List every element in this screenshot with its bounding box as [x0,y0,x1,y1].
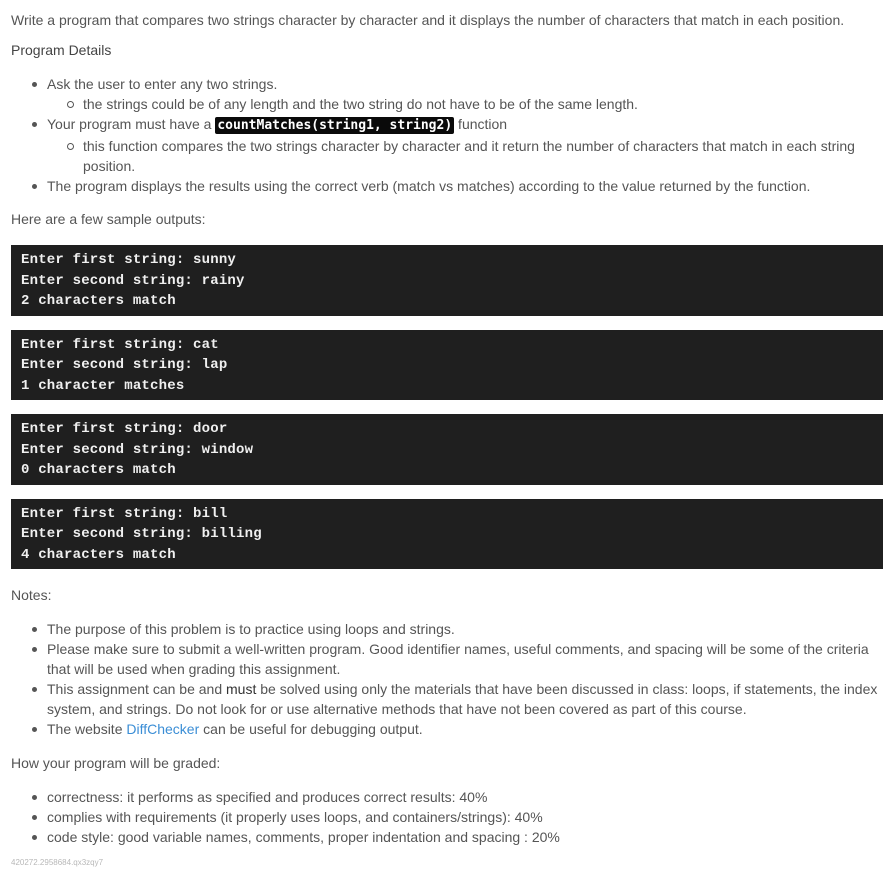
code-line: Enter first string: door [21,421,228,437]
code-line: 1 character matches [21,377,185,394]
note-item-1: The purpose of this problem is to practice using loops and strings. [11,619,883,639]
code-line: Enter second string: lap [21,357,228,373]
code-line: 0 characters match [21,462,176,478]
program-details-list [11,74,883,196]
details-item-3: The program displays the results using the correct verb (match vs matches) according to the value returned by the function. [11,176,883,196]
details-item-1-sub: the strings could be of any length and the two string do not have to be of the same length. [47,94,883,114]
footer-id: 420272.2958684.qx3zqy7 [11,858,104,867]
grading-item-3: code style: good variable names, comments, proper indentation and spacing : 20% [11,827,883,847]
sample-output-block-4 [11,499,883,570]
code-line: Enter second string: window [21,441,254,458]
list-item [11,719,883,739]
details-item-1: Ask the user to enter any two strings. [47,76,278,92]
details-item-2-sub: this function compares the two strings character by character and it return the number of characters that match in each string position. [47,136,883,176]
diffchecker-link[interactable]: DiffChecker [126,721,200,737]
note-item-2: Please make sure to submit a well-written program. Good identifier names, useful comments, and spacing will be some of the criteria that will be used when grading this assignment. [11,639,883,679]
grading-list [11,787,883,847]
code-line: Enter second string: billing [21,526,262,542]
list-item [11,74,883,114]
sample-output-block-2 [11,330,883,401]
details-item-2-post: function [454,116,508,132]
code-line: Enter first string: cat [21,336,219,353]
function-signature-code: countMatches(string1, string2) [217,118,453,133]
sub-list [47,94,883,114]
notes-list [11,619,883,739]
note-item-4-pre: The website [47,721,127,737]
code-line: 4 characters match [21,546,176,563]
code-line: Enter second string: rainy [21,272,245,289]
grading-item-2: complies with requirements (it properly uses loops, and containers/strings): 40% [11,807,883,827]
sub-list [47,136,883,176]
samples-heading: Here are a few sample outputs: [11,211,206,227]
note-item-3-pre: This assignment can be and [47,681,226,697]
sample-output-block-1 [11,245,883,316]
details-item-2-pre: Your program must have a [47,116,216,132]
note-item-3-emphasis: must [226,681,257,697]
note-item-3-post: be solved using only the materials that have been discussed in class: loops, if statements, the index system, and strings. Do not look for or use alternative methods that have not been covered as part of this course. [47,681,878,717]
code-line: 2 characters match [21,293,176,309]
list-item [11,679,883,719]
notes-heading: Notes: [11,587,52,603]
grading-heading: How your program will be graded: [11,755,221,771]
sample-output-block-3 [11,414,883,485]
grading-item-1: correctness: it performs as specified and produces correct results: 40% [11,787,883,807]
code-line: Enter first string: bill [21,505,228,522]
note-item-4-post: can be useful for debugging output. [199,721,423,737]
code-line: Enter first string: sunny [21,252,237,268]
list-item [11,114,883,176]
program-details-heading: Program Details [11,42,112,58]
intro-text: Write a program that compares two strings character by character and it displays the number of characters that match in each position. [11,12,845,28]
